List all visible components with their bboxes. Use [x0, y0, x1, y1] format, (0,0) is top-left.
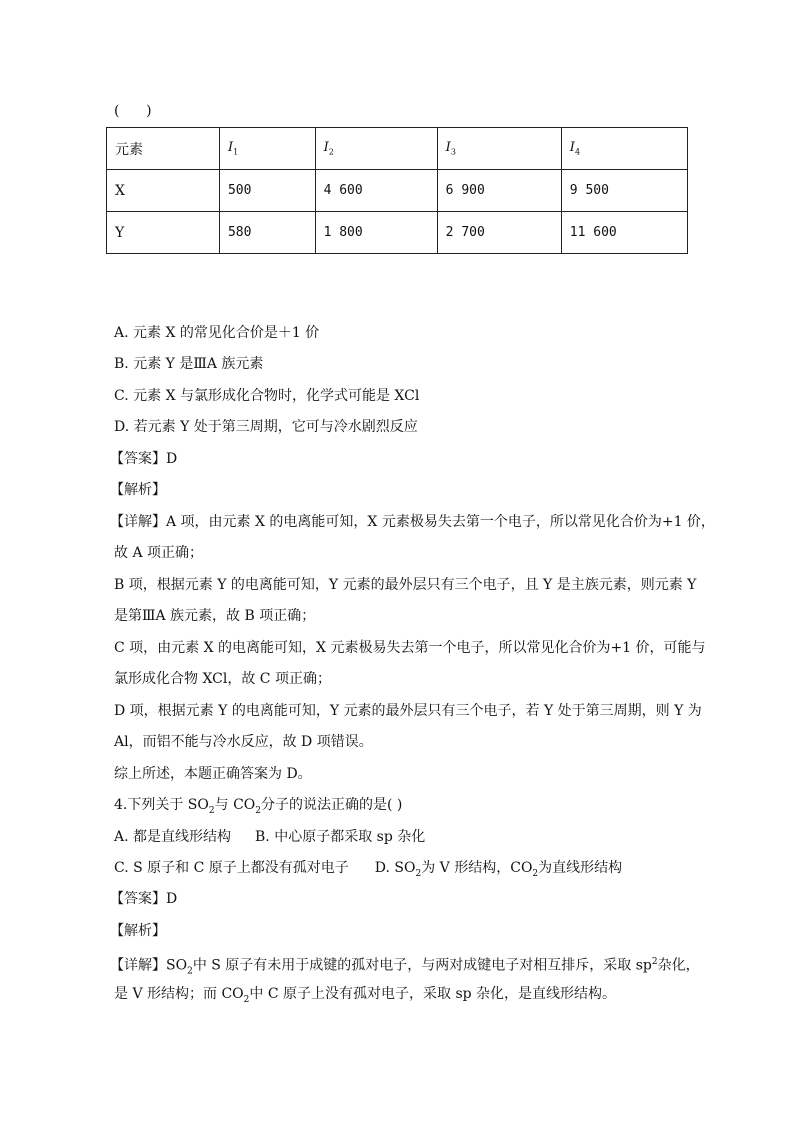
table-cell: 2 700 [437, 212, 561, 254]
q4-detail-line: 【详解】$SO_2$中 S 原子有未用于成键的孤对电子，与两对成键电子对相互排斥，采取 $sp^2$杂化， [110, 957, 700, 977]
q3-detail-line: 氯形成化合物 XCl，故 C 项正确； [114, 671, 331, 687]
q4-option-c: C. S 原子和 C 原子上都没有孤对电子 [114, 860, 349, 876]
q3-option-b: B. 元素 Y 是ⅢA 族元素 [114, 356, 264, 372]
table-row [107, 212, 688, 254]
q3-conclusion: 综上所述，本题正确答案为 D。 [114, 766, 312, 782]
table-cell: 500 [219, 170, 315, 212]
q3-detail-line: D 项，根据元素 Y 的电离能可知，Y 元素的最外层只有三个电子，若 Y 处于第三周期，则 Y 为 [114, 703, 702, 719]
table-cell: 580 [219, 212, 315, 254]
table-cell: Y [107, 212, 220, 254]
table-header-cell: $I_4$ [561, 128, 687, 170]
table-header-cell: $I_2$ [315, 128, 437, 170]
q4-analysis-title: 【解析】 [110, 923, 166, 939]
table-header-cell: $I_3$ [437, 128, 561, 170]
q3-detail-line: 故 A 项正确； [114, 545, 204, 561]
table-cell: X [107, 170, 220, 212]
table-row [107, 170, 688, 212]
q4-options-row-1 [114, 827, 425, 847]
table-header-cell: $I_1$ [219, 128, 315, 170]
q3-detail-line: C 项，由元素 X 的电离能可知，X 元素极易失去第一个电子，所以常见化合价为+1 价，可能与 [114, 640, 706, 656]
table-header-row [107, 128, 688, 170]
q4-stem: 4.下列关于 $SO_2$与 $CO_2$分子的说法正确的是( ) [114, 797, 403, 816]
q3-detail-line: 是第ⅢA 族元素，故 B 项正确； [114, 608, 316, 624]
q4-answer: 【答案】D [110, 891, 178, 907]
q3-option-c: C. 元素 X 与氯形成化合物时，化学式可能是 XCl [114, 388, 420, 404]
q3-detail-line: B 项，根据元素 Y 的电离能可知，Y 元素的最外层只有三个电子，且 Y 是主族元素，则元素 Y [114, 577, 697, 593]
q3-analysis-title: 【解析】 [110, 482, 166, 498]
q4-detail-line: 是 V 形结构；而 $CO_2$中 C 原子上没有孤对电子，采取 sp 杂化，是直线形结构。 [114, 986, 617, 1005]
table-cell: 1 800 [315, 212, 437, 254]
table-header-cell: 元素 [107, 128, 220, 170]
q4-options-row-2 [114, 858, 622, 884]
table-cell: 4 600 [315, 170, 437, 212]
table-cell: 11 600 [561, 212, 687, 254]
q4-option-b: B. 中心原子都采取 sp 杂化 [255, 829, 426, 845]
q3-answer: 【答案】D [110, 451, 178, 467]
q4-option-a: A. 都是直线形结构 [114, 829, 232, 845]
q3-option-d: D. 若元素 Y 处于第三周期，它可与冷水剧烈反应 [114, 419, 418, 435]
ionization-energy-table [106, 127, 688, 254]
question-paren: ( ) [114, 103, 152, 119]
q3-option-a: A. 元素 X 的常见化合价是＋1 价 [114, 325, 320, 341]
q3-detail-line: Al，而铝不能与冷水反应，故 D 项错误。 [114, 734, 373, 750]
table-cell: 6 900 [437, 170, 561, 212]
q3-detail-line: 【详解】A 项，由元素 X 的电离能可知，X 元素极易失去第一个电子，所以常见化合价为+1 价， [110, 514, 715, 530]
table-cell: 9 500 [561, 170, 687, 212]
q4-option-d: D. $SO_2$为 V 形结构，$CO_2$为直线形结构 [374, 860, 623, 879]
